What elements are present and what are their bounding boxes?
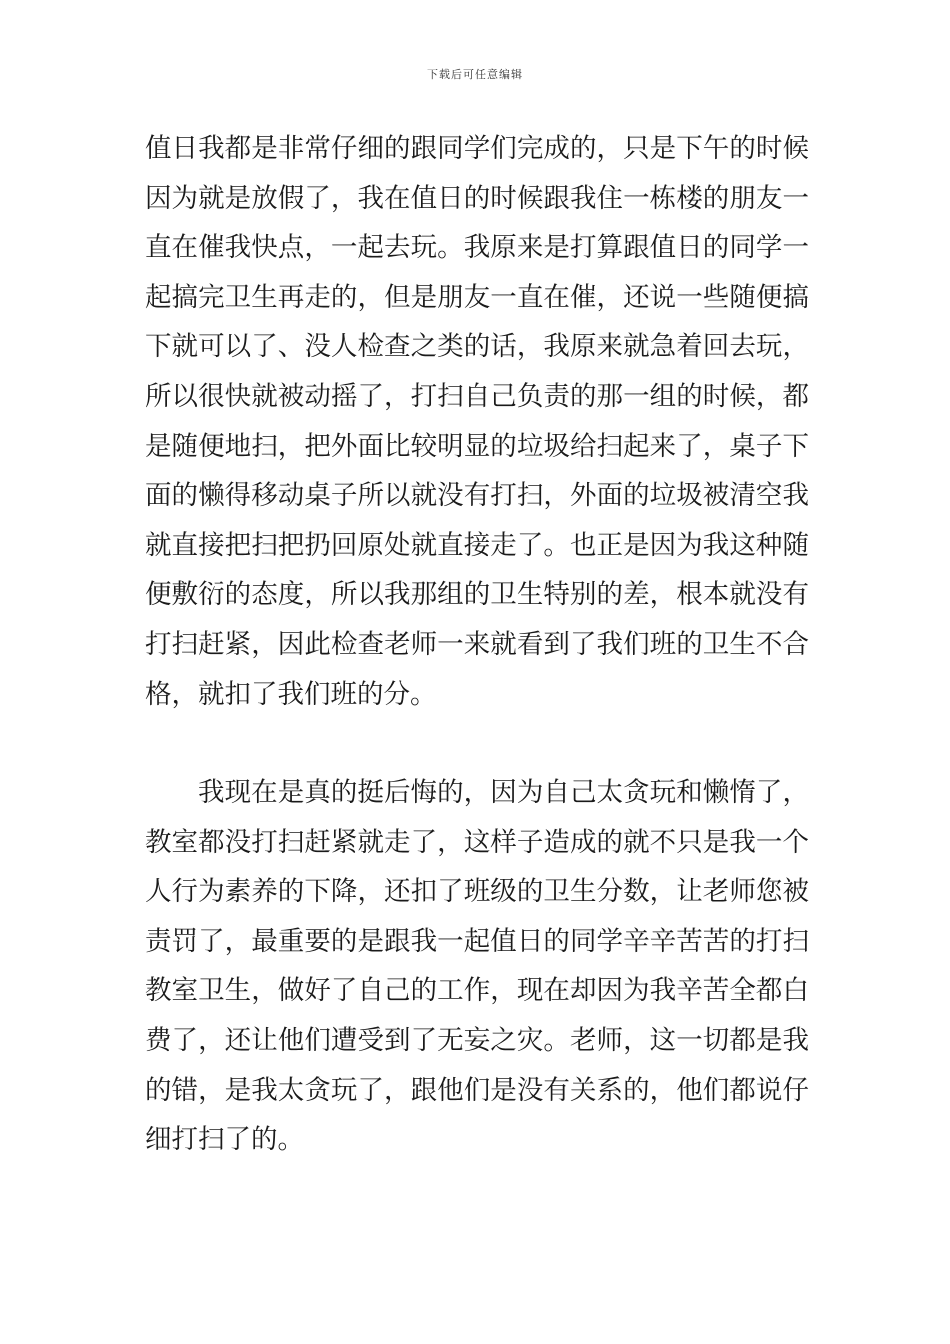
- text-line: 我现在是真的挺后悔的，因为自己太贪玩和懒惰了，: [198, 777, 809, 808]
- text-line: 就直接把扫把扔回原处就直接走了。也正是因为我这种随: [145, 529, 809, 561]
- paragraph-2: [145, 768, 809, 1165]
- text-line: 细打扫了的。: [145, 1124, 304, 1156]
- text-line: 值日我都是非常仔细的跟同学们完成的，只是下午的时候: [145, 133, 809, 164]
- page-header-note: 下载后可任意编辑: [427, 68, 523, 81]
- paragraph-1: [145, 124, 809, 719]
- text-line: 便敷衍的态度，所以我那组的卫生特别的差，根本就没有: [145, 579, 809, 611]
- text-line: 打扫赶紧，因此检查老师一来就看到了我们班的卫生不合: [145, 628, 809, 660]
- text-line: 的错，是我太贪玩了，跟他们是没有关系的，他们都说仔: [145, 1074, 809, 1106]
- text-line: 人行为素养的下降，还扣了班级的卫生分数，让老师您被: [145, 876, 809, 908]
- text-line: 格，就扣了我们班的分。: [145, 678, 437, 710]
- text-line: 直在催我快点，一起去玩。我原来是打算跟值日的同学一: [145, 232, 809, 264]
- text-line: 下就可以了、没人检查之类的话，我原来就急着回去玩，: [145, 331, 809, 363]
- text-line: 是随便地扫，把外面比较明显的垃圾给扫起来了，桌子下: [145, 430, 809, 462]
- text-line: 费了，还让他们遭受到了无妄之灾。老师，这一切都是我: [145, 1024, 809, 1056]
- text-line: 因为就是放假了，我在值日的时候跟我住一栋楼的朋友一: [145, 182, 809, 214]
- text-line: 责罚了，最重要的是跟我一起值日的同学辛辛苦苦的打扫: [145, 925, 809, 957]
- text-line: 面的懒得移动桌子所以就没有打扫，外面的垃圾被清空我: [145, 480, 809, 512]
- text-line: 所以很快就被动摇了，打扫自己负责的那一组的时候，都: [145, 380, 809, 412]
- text-line: 教室都没打扫赶紧就走了，这样子造成的就不只是我一个: [145, 826, 809, 858]
- text-line: 教室卫生，做好了自己的工作，现在却因为我辛苦全都白: [145, 975, 809, 1007]
- text-line: 起搞完卫生再走的，但是朋友一直在催，还说一些随便搞: [145, 281, 809, 313]
